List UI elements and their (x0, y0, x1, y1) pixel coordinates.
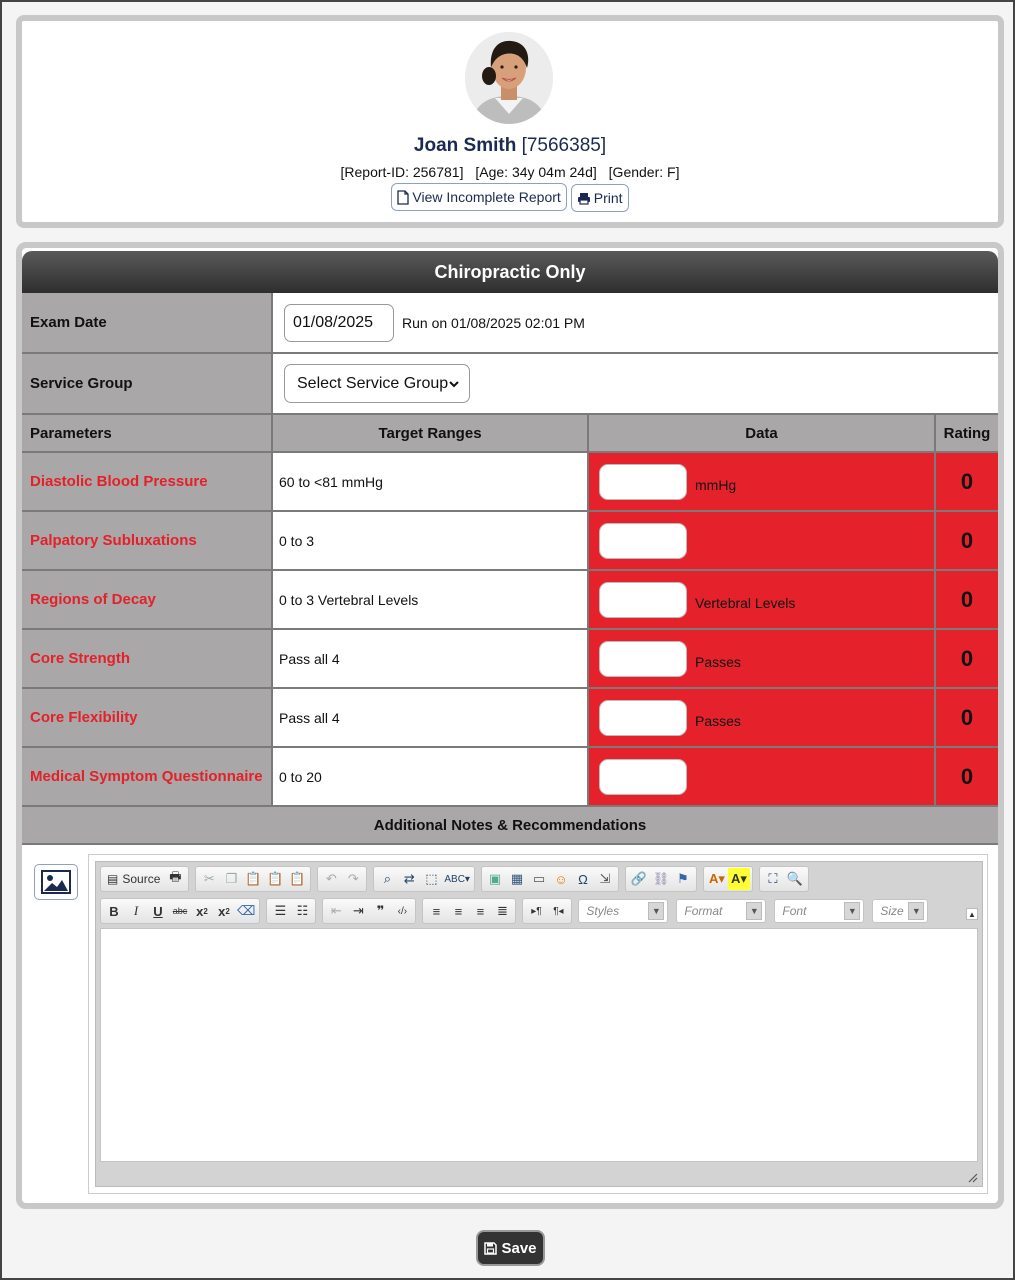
target-range: 0 to 3 Vertebral Levels (273, 571, 589, 628)
patient-meta (22, 164, 998, 180)
source-icon: ▤ (107, 872, 119, 886)
rtl-icon[interactable]: ¶◂ (553, 905, 564, 917)
italic-icon[interactable]: I (133, 903, 139, 918)
rating-value: 0 (936, 571, 998, 628)
redo-icon[interactable]: ↷ (347, 871, 359, 886)
insert-image-button[interactable] (34, 864, 78, 900)
align-right-icon[interactable]: ≡ (476, 903, 485, 919)
patient-name: Joan Smith (413, 135, 517, 156)
undo-icon[interactable]: ↶ (325, 871, 337, 886)
target-range: 0 to 20 (273, 748, 589, 805)
print-label: Print (593, 190, 623, 206)
format-dropdown[interactable] (676, 899, 766, 923)
background-color-icon[interactable]: A▾ (728, 868, 750, 890)
target-range: 60 to <81 mmHg (273, 453, 589, 510)
format-placeholder: Format (684, 904, 723, 918)
table-row (22, 689, 998, 748)
table-row (22, 453, 998, 512)
blockquote-icon[interactable]: ❞ (376, 903, 385, 918)
document-icon (397, 190, 409, 205)
text-color-icon[interactable]: A▾ (709, 871, 725, 886)
show-blocks-icon[interactable]: 🔍 (786, 871, 804, 886)
toolbar-group (373, 866, 475, 892)
chevron-down-icon (449, 375, 459, 393)
unit-label: mmHg (695, 476, 737, 493)
avatar (465, 32, 553, 124)
source-label: Source (122, 872, 161, 886)
page-break-icon[interactable]: ⇲ (599, 871, 611, 886)
rating-value: 0 (936, 748, 998, 805)
toolbar-row-1 (100, 866, 815, 892)
column-parameters: Parameters (22, 415, 273, 451)
target-range: 0 to 3 (273, 512, 589, 569)
patient-card (16, 15, 1004, 228)
notes-textarea[interactable] (100, 928, 978, 1162)
anchor-flag-icon[interactable]: ⚑ (677, 871, 689, 886)
patient-gender: [Gender: F] (608, 164, 680, 180)
toolbar-group (481, 866, 619, 892)
data-cell (589, 630, 936, 687)
table-header-row (22, 415, 998, 453)
toolbar-group (317, 866, 367, 892)
data-input-diastolic[interactable] (599, 464, 687, 500)
service-group-selected: Select Service Group (297, 374, 449, 392)
maximize-icon[interactable]: ⛶ (768, 871, 778, 886)
find-icon[interactable]: ⌕ (383, 871, 392, 886)
image-icon (41, 870, 71, 894)
rating-value: 0 (936, 630, 998, 687)
table-row (22, 630, 998, 689)
toolbar-row-2 (100, 898, 936, 924)
smiley-icon[interactable]: ☺ (554, 871, 568, 887)
header-actions (22, 183, 998, 212)
toolbar-group (266, 898, 316, 924)
floppy-disk-icon (484, 1242, 497, 1255)
replace-icon[interactable]: ⇄ (403, 871, 415, 886)
view-report-label: View Incomplete Report (412, 189, 561, 205)
rating-value: 0 (936, 453, 998, 510)
ltr-icon[interactable]: ▸¶ (531, 905, 542, 917)
notes-editor (88, 854, 988, 1194)
rating-value: 0 (936, 689, 998, 746)
data-input-regions-of-decay[interactable] (599, 582, 687, 618)
chevron-down-icon: ▼ (648, 902, 664, 920)
toolbar-group (100, 898, 260, 924)
spellcheck-icon[interactable]: ABC▾ (444, 873, 470, 885)
data-input-subluxations[interactable] (599, 523, 687, 559)
column-rating: Rating (943, 424, 991, 442)
target-range: Pass all 4 (273, 630, 589, 687)
paste-word-icon[interactable]: 📋 (289, 871, 306, 886)
toolbar-group (703, 866, 753, 892)
table-row (22, 512, 998, 571)
size-dropdown[interactable] (872, 899, 928, 923)
exam-date-row (22, 293, 998, 354)
service-group-label: Service Group (22, 354, 273, 413)
toolbar-group (195, 866, 311, 892)
outdent-icon[interactable]: ⇤ (330, 903, 342, 918)
patient-id: [7566385] (521, 135, 607, 156)
service-group-cell (273, 354, 998, 413)
indent-icon[interactable]: ⇥ (352, 903, 364, 918)
bold-icon[interactable]: B (109, 903, 119, 919)
toolbar-group (422, 898, 516, 924)
unit-label: Passes (695, 712, 741, 729)
print-button[interactable] (571, 184, 629, 212)
paste-text-icon[interactable]: 📋 (267, 871, 284, 886)
table-icon[interactable]: ▦ (510, 871, 524, 886)
column-target-ranges: Target Ranges (273, 415, 589, 451)
parameter-name: Medical Symptom Questionnaire (22, 748, 273, 805)
styles-placeholder: Styles (586, 904, 620, 918)
subscript-icon[interactable]: x 2 (196, 903, 208, 919)
paste-icon[interactable]: 📋 (245, 871, 262, 886)
image-insert-icon[interactable]: ▣ (488, 871, 502, 886)
data-cell (589, 689, 936, 746)
link-icon[interactable]: 🔗 (630, 871, 648, 886)
select-all-icon[interactable]: ⬚ (425, 871, 438, 886)
source-button[interactable] (103, 868, 164, 890)
table-row (22, 571, 998, 630)
data-input-core-flexibility[interactable] (599, 700, 687, 736)
font-placeholder: Font (782, 904, 807, 918)
table-row (22, 748, 998, 807)
toolbar-group (100, 866, 189, 892)
toolbar-group (322, 898, 416, 924)
size-placeholder: Size (880, 904, 904, 918)
unit-label: Passes (695, 653, 741, 670)
styles-dropdown[interactable] (578, 899, 668, 923)
div-container-icon[interactable]: ‹/› (397, 905, 408, 917)
chevron-down-icon: ▼ (844, 902, 860, 920)
cut-icon[interactable]: ✂ (203, 871, 215, 886)
copy-icon[interactable]: ❐ (225, 871, 238, 886)
exam-date-label: Exam Date (22, 293, 273, 352)
bulleted-list-icon[interactable]: ☷ (296, 903, 309, 918)
numbered-list-icon[interactable]: ☰ (274, 903, 287, 918)
save-button[interactable] (476, 1230, 545, 1266)
data-cell (589, 453, 936, 510)
printer-icon (577, 192, 591, 205)
horizontal-line-icon[interactable]: ▭ (532, 871, 546, 886)
superscript-icon[interactable]: x 2 (218, 903, 230, 919)
patient-age: [Age: 34y 04m 24d] (475, 164, 597, 180)
toolbar-group (625, 866, 697, 892)
chevron-down-icon: ▼ (746, 902, 762, 920)
unlink-icon[interactable]: ⛓ (652, 871, 670, 886)
special-char-icon[interactable]: Ω (578, 871, 588, 887)
toolbar-group (759, 866, 809, 892)
exam-date-cell (273, 293, 998, 352)
data-input-core-strength[interactable] (599, 641, 687, 677)
parameter-name: Palpatory Subluxations (22, 512, 273, 569)
data-input-msq[interactable] (599, 759, 687, 795)
run-on-text: Run on 01/08/2025 02:01 PM (402, 314, 585, 331)
section-title: Chiropractic Only (22, 251, 998, 293)
align-center-icon[interactable]: ≡ (454, 903, 463, 919)
chiropractic-form (16, 242, 1004, 1209)
parameter-name: Core Strength (22, 630, 273, 687)
editor-chrome (95, 861, 983, 1187)
parameter-name: Regions of Decay (22, 571, 273, 628)
strikethrough-icon[interactable]: abc (172, 906, 188, 916)
view-report-button[interactable] (391, 183, 566, 211)
parameter-name: Core Flexibility (22, 689, 273, 746)
toolbar-group (522, 898, 572, 924)
font-dropdown[interactable] (774, 899, 864, 923)
underline-icon[interactable]: U (153, 903, 163, 919)
data-cell (589, 512, 936, 569)
data-cell (589, 748, 936, 805)
justify-icon[interactable]: ≣ (496, 903, 508, 918)
target-range: Pass all 4 (273, 689, 589, 746)
resize-handle-icon[interactable] (966, 1171, 978, 1183)
rating-value: 0 (936, 512, 998, 569)
patient-name-line (22, 135, 998, 157)
report-id: [Report-ID: 256781] (340, 164, 464, 180)
service-group-select[interactable] (284, 364, 470, 403)
collapse-toolbar-icon[interactable]: ▲ (966, 908, 978, 920)
save-doc-icon[interactable]: 🖶 (169, 869, 182, 884)
data-cell (589, 571, 936, 628)
parameter-name: Diastolic Blood Pressure (22, 453, 273, 510)
chevron-down-icon: ▼ (908, 902, 924, 920)
align-left-icon[interactable]: ≡ (432, 903, 441, 919)
unit-label: Vertebral Levels (695, 594, 796, 611)
column-data: Data (589, 415, 936, 451)
exam-date-input[interactable] (284, 304, 394, 342)
notes-header: Additional Notes & Recommendations (22, 807, 998, 845)
service-group-row (22, 354, 998, 415)
save-label: Save (501, 1239, 537, 1257)
remove-format-icon[interactable]: ⌫ (237, 903, 256, 918)
